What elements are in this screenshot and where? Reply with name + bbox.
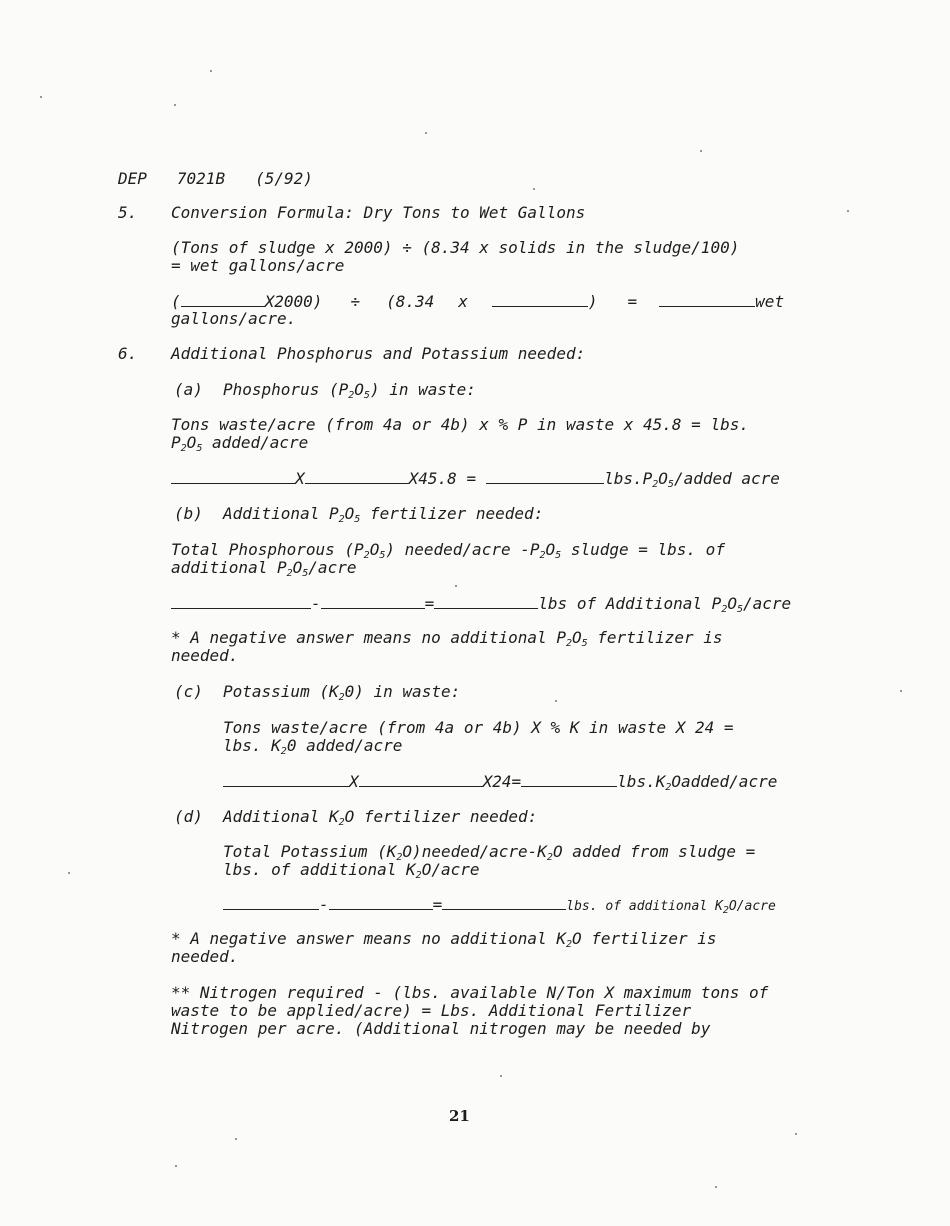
item-d-title: Additional $K_2O$ fertilizer needed: [223, 807, 538, 828]
item-c-title: Potassium $(K_20)$ in waste: [223, 682, 461, 703]
item-c-formula-line2: lbs. $K_20$ added/acre [223, 736, 403, 757]
nitrogen-note-line1: ** Nitrogen required - (lbs. available N/Ton X maximum tons of [171, 983, 769, 1002]
section-5-formula-line2: = wet gallons/acre [171, 256, 345, 275]
p2o5-added-blank[interactable] [486, 469, 604, 484]
k2o-added-blank[interactable] [521, 772, 617, 787]
item-c-fill-in: X $X24= lbs.K_2Oadded$/acre [223, 772, 777, 791]
speckle [533, 188, 535, 190]
speckle [795, 1133, 797, 1135]
speckle [455, 585, 457, 587]
item-d-formula-line2: lbs. of additional $K_2O$/acre [223, 860, 480, 881]
speckle [555, 700, 557, 702]
nitrogen-note-line3: Nitrogen per acre. (Additional nitrogen may be needed by [171, 1019, 711, 1038]
section-5-number: 5. [118, 203, 138, 222]
dep-label: DEP [118, 169, 147, 188]
form-date: (5/92) [255, 169, 313, 188]
item-d-note-line1: * A negative answer means no additional $K_2O$ fertilizer is [171, 929, 717, 950]
form-header [118, 170, 313, 188]
speckle [235, 1138, 237, 1140]
p-sludge-blank[interactable] [321, 594, 425, 609]
section-5-formula-line1: (Tons of sludge x 2000) ÷ (8.34 x solids in the sludge/100) [171, 238, 740, 257]
speckle [425, 132, 427, 134]
item-d-note-line2: needed. [171, 947, 239, 966]
speckle [174, 104, 176, 106]
section-6-title: Additional Phosphorus and Potassium needed: [171, 344, 586, 363]
percent-p-blank[interactable] [305, 469, 409, 484]
item-a-formula-line1: Tons waste/acre (from 4a or 4b) x % P in waste x 45.8 = lbs. [171, 415, 749, 434]
item-a-fill-in: X $X45.8 = lbs.P_2O_5$/added acre [171, 469, 780, 488]
item-d-fill-in: - = lbs. of additional $K_2O$/acre [223, 895, 776, 916]
item-b-title: Additional $P_2O_5$ fertilizer needed: [223, 504, 544, 525]
solids-blank[interactable] [492, 292, 588, 307]
tons-waste-k-blank[interactable] [223, 772, 349, 787]
item-a-title: Phosphorus $(P_2O_5)$ in waste: [223, 380, 476, 401]
speckle [175, 1165, 177, 1167]
item-b-formula-line2: additional $P_2O_5$/acre [171, 558, 357, 579]
tons-sludge-blank[interactable] [181, 292, 265, 307]
wet-gallons-blank[interactable] [659, 292, 755, 307]
speckle [210, 70, 212, 72]
item-b-note-line2: needed. [171, 646, 239, 665]
item-a-label: (a) [174, 380, 203, 399]
page-number: 21 [449, 1107, 470, 1125]
speckle [700, 150, 702, 152]
section-5-fill-in: ( X2000) ÷ (8.34 x ) = wet [171, 292, 785, 311]
speckle [40, 96, 42, 98]
additional-p-blank[interactable] [434, 594, 538, 609]
item-c-formula-line1: Tons waste/acre (from 4a or 4b) X % K in waste X 24 = [223, 718, 734, 737]
speckle [900, 690, 902, 692]
item-c-label: (c) [174, 682, 203, 701]
total-k-needed-blank[interactable] [223, 895, 319, 910]
nitrogen-note-line2: waste to be applied/acre) = Lbs. Additional Fertilizer [171, 1001, 692, 1020]
item-a-formula-line2: $P_2O_5$ added/acre [171, 433, 309, 454]
item-b-formula-line1: Total Phosphorous $(P_2O_5)$ needed/acre $-P_2O_5$ sludge = lbs. of [171, 540, 725, 561]
speckle [847, 210, 849, 212]
additional-k-blank[interactable] [442, 895, 566, 910]
speckle [715, 1186, 717, 1188]
tons-waste-blank[interactable] [171, 469, 295, 484]
item-d-label: (d) [174, 807, 203, 826]
item-b-fill-in: - = lbs of Additional $P_2O_5$/acre [171, 594, 791, 613]
form-number: 7021B [176, 169, 226, 188]
speckle [500, 1075, 502, 1077]
percent-k-blank[interactable] [359, 772, 483, 787]
k-sludge-blank[interactable] [329, 895, 433, 910]
item-b-note-line1: * A negative answer means no additional $P_2O_5$ fertilizer is [171, 628, 723, 649]
item-b-label: (b) [174, 504, 203, 523]
speckle [68, 872, 70, 874]
section-5-title: Conversion Formula: Dry Tons to Wet Gallons [171, 203, 586, 222]
section-6-number: 6. [118, 344, 138, 363]
section-5-fill-in-line2: gallons/acre. [171, 309, 297, 328]
item-d-formula-line1: Total Potassium $(K_2O)needed/acre-K_2O$ added from sludge = [223, 842, 756, 863]
total-p-needed-blank[interactable] [171, 594, 311, 609]
